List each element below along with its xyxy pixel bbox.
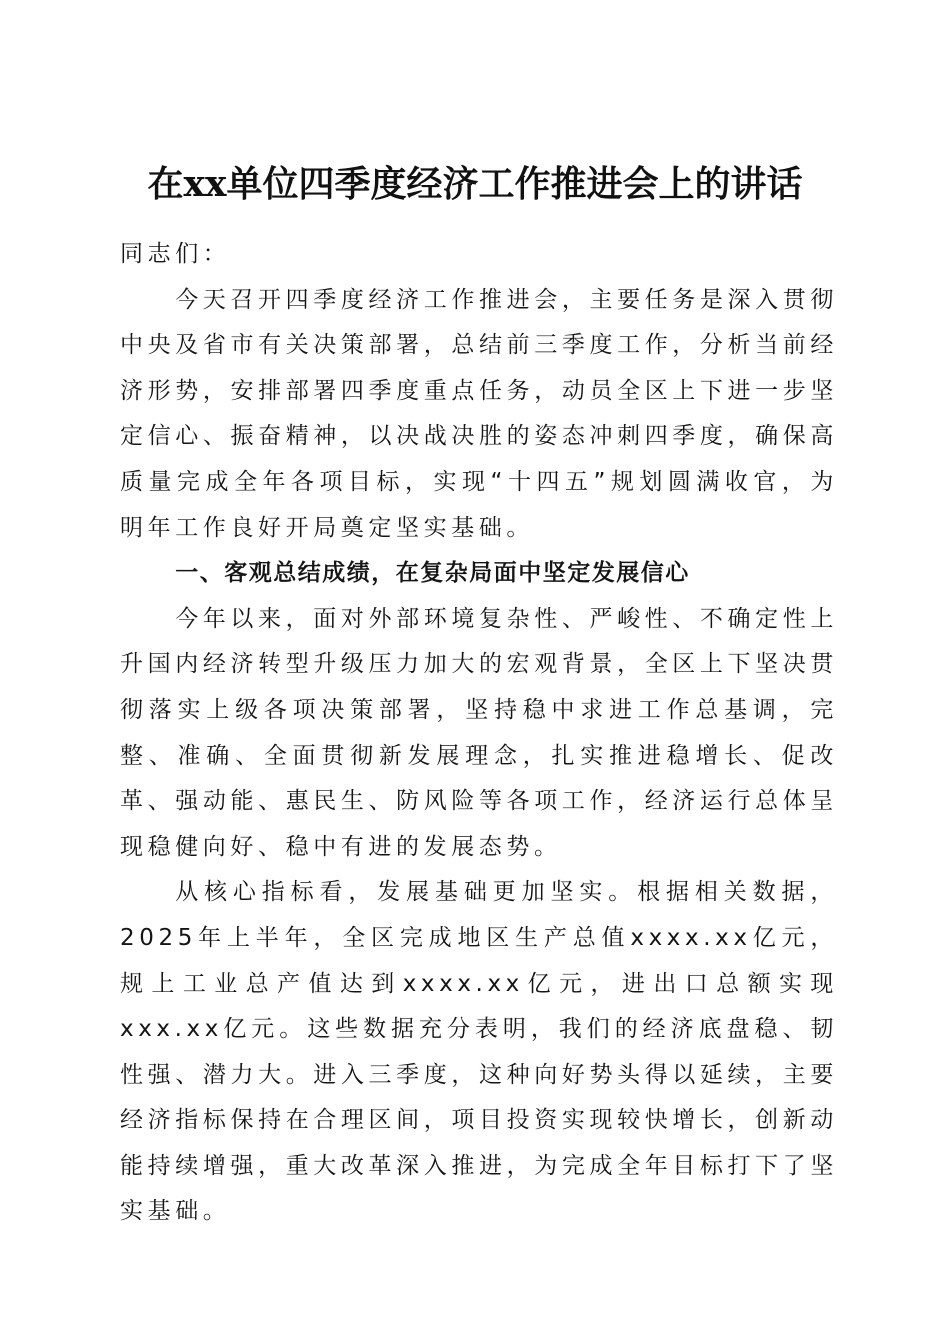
intro-paragraph: 今天召开四季度经济工作推进会，主要任务是深入贯彻中央及省市有关决策部署，总结前三季度工作，分析当前经济形势，安排部署四季度重点任务，动员全区上下进一步坚定信心、振奋精神，以决战决胜的姿态冲刺四季度，确保高质量完成全年各项目标，实现“十四五”规划圆满收官，为明年工作良好开局奠定坚实基础。 — [120, 286, 838, 541]
section-heading: 一、客观总结成绩，在复杂局面中坚定发展信心 — [175, 560, 690, 587]
section-paragraph: 从核心指标看，发展基础更加坚实。根据相关数据，2025年上半年，全区完成地区生产总值xxxx.xx亿元，规上工业总产值达到xxxx.xx亿元，进出口总额实现xxx.xx亿元。这些数据充分表明，我们的经济底盘稳、韧性强、潜力大。进入三季度，这种向好势头得以延续，主要经济指标保持在合理区间，项目投资实现较快增长，创新动能持续增强，重大改革深入推进，为完成全年目标打下了坚实基础。 — [120, 879, 838, 1225]
salutation: 同志们： — [120, 241, 231, 267]
section-paragraph: 今年以来，面对外部环境复杂性、严峻性、不确定性上升国内经济转型升级压力加大的宏观背景，全区上下坚决贯彻落实上级各项决策部署，坚持稳中求进工作总基调，完整、准确、全面贯彻新发展理念，扎实推进稳增长、促改革、强动能、惠民生、防风险等各项工作，经济运行总体呈现稳健向好、稳中有进的发展态势。 — [120, 605, 838, 860]
page-title: 在xx单位四季度经济工作推进会上的讲话 — [147, 163, 803, 206]
document-body — [120, 232, 838, 1235]
